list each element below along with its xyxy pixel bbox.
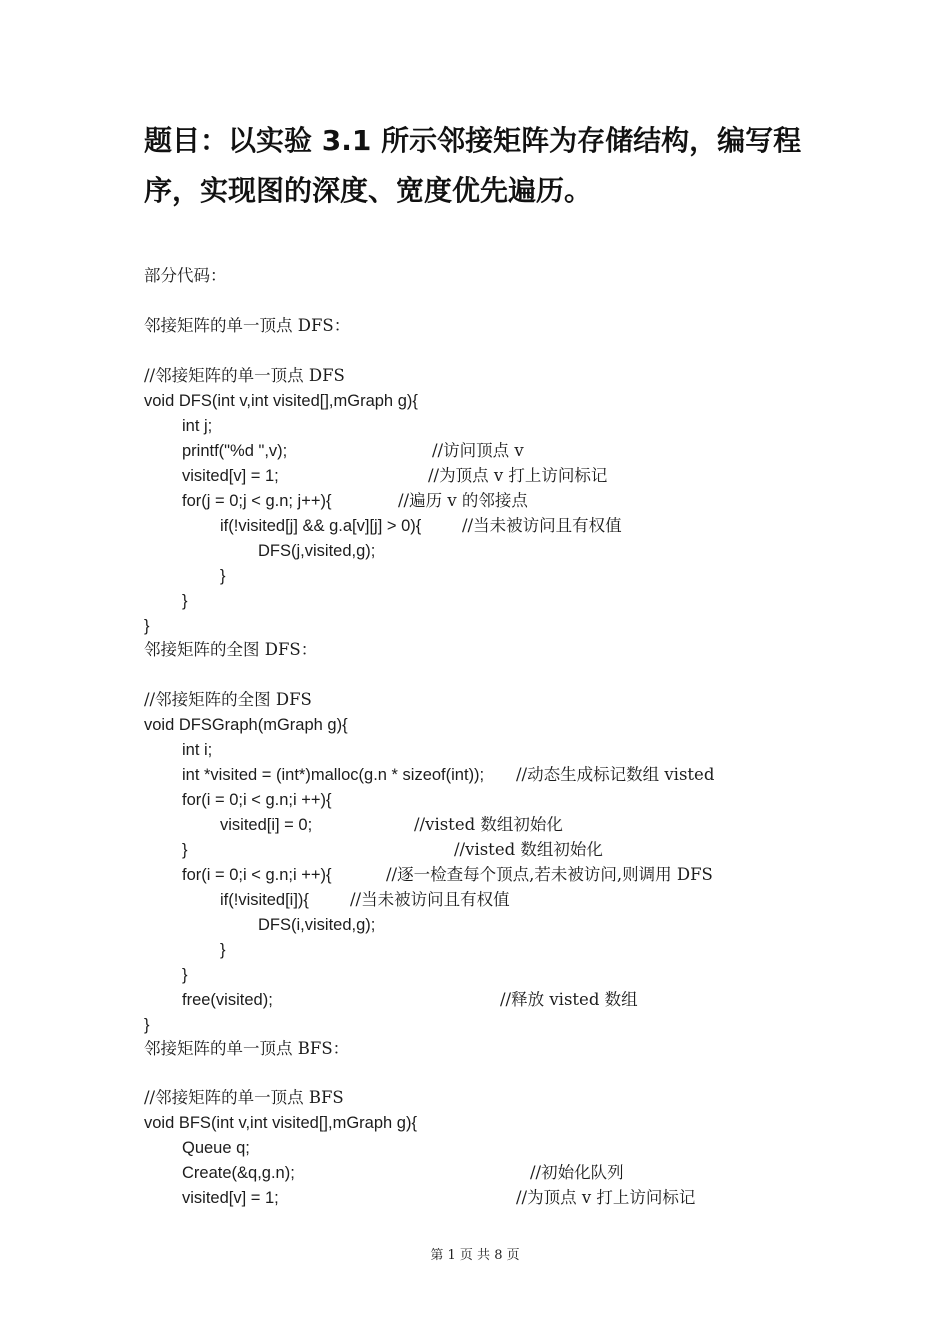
section-heading-dfs-single: 邻接矩阵的单一顶点 DFS： [144,316,351,335]
code-line: } [182,592,188,610]
code-line: if(!visited[i]){ [220,891,309,909]
code-comment: //为顶点 v 打上访问标记 [428,466,608,485]
title-line-1: 题目：以实验 3.1 所示邻接矩阵为存储结构，编写程 [144,124,802,157]
code-line: } [220,567,226,585]
code-line: for(i = 0;i < g.n;i ++){ [182,866,332,884]
code-line: void BFS(int v,int visited[],mGraph g){ [144,1114,417,1132]
document-title [144,116,824,216]
code-line: for(i = 0;i < g.n;i ++){ [182,791,332,809]
code-line: visited[i] = 0; [220,816,313,834]
code-comment: //当未被访问且有权值 [462,516,622,535]
code-line: void DFSGraph(mGraph g){ [144,716,348,734]
code-comment: //逐一检查每个顶点,若未被访问,则调用 DFS [386,865,713,884]
code-comment: //访问顶点 v [432,441,524,460]
code-line: } [182,841,188,859]
code-line: visited[v] = 1; [182,1189,279,1207]
code-comment: //visted 数组初始化 [414,815,563,834]
code-line: int j; [182,417,213,435]
section-heading-dfs-graph: 邻接矩阵的全图 DFS： [144,640,318,659]
code-line: } [144,1016,150,1034]
code-comment: //为顶点 v 打上访问标记 [516,1188,696,1207]
code-line: void DFS(int v,int visited[],mGraph g){ [144,392,418,410]
code-line: if(!visited[j] && g.a[v][j] > 0){ [220,517,422,535]
code-line: } [220,941,226,959]
code-line: } [182,966,188,984]
page-footer: 第 1 页 共 8 页 [430,1248,520,1263]
code-comment: //当未被访问且有权值 [350,890,510,909]
section-heading-bfs-single: 邻接矩阵的单一顶点 BFS： [144,1039,350,1058]
code-line: visited[v] = 1; [182,467,279,485]
code-line: Queue q; [182,1139,250,1157]
code-line: printf("%d ",v); [182,442,288,460]
code-line: int i; [182,741,213,759]
code-comment: //动态生成标记数组 visted [516,765,715,784]
code-line: for(j = 0;j < g.n; j++){ [182,492,332,510]
code-comment: //释放 visted 数组 [500,990,638,1009]
code-comment: //邻接矩阵的单一顶点 DFS [144,366,345,385]
code-line: int *visited = (int*)malloc(g.n * sizeof(int)); [182,766,485,784]
code-line: DFS(i,visited,g); [258,916,376,934]
intro-label: 部分代码： [144,266,227,285]
code-comment: //visted 数组初始化 [454,840,603,859]
code-line: Create(&q,g.n); [182,1164,295,1182]
code-comment: //邻接矩阵的全图 DFS [144,690,312,709]
title-line-2: 序，实现图的深度、宽度优先遍历。 [144,174,593,207]
code-line: DFS(j,visited,g); [258,542,376,560]
code-line: } [144,617,150,635]
code-comment: //邻接矩阵的单一顶点 BFS [144,1088,344,1107]
code-comment: //遍历 v 的邻接点 [398,491,528,510]
code-comment: //初始化队列 [530,1163,624,1182]
code-line: free(visited); [182,991,273,1009]
